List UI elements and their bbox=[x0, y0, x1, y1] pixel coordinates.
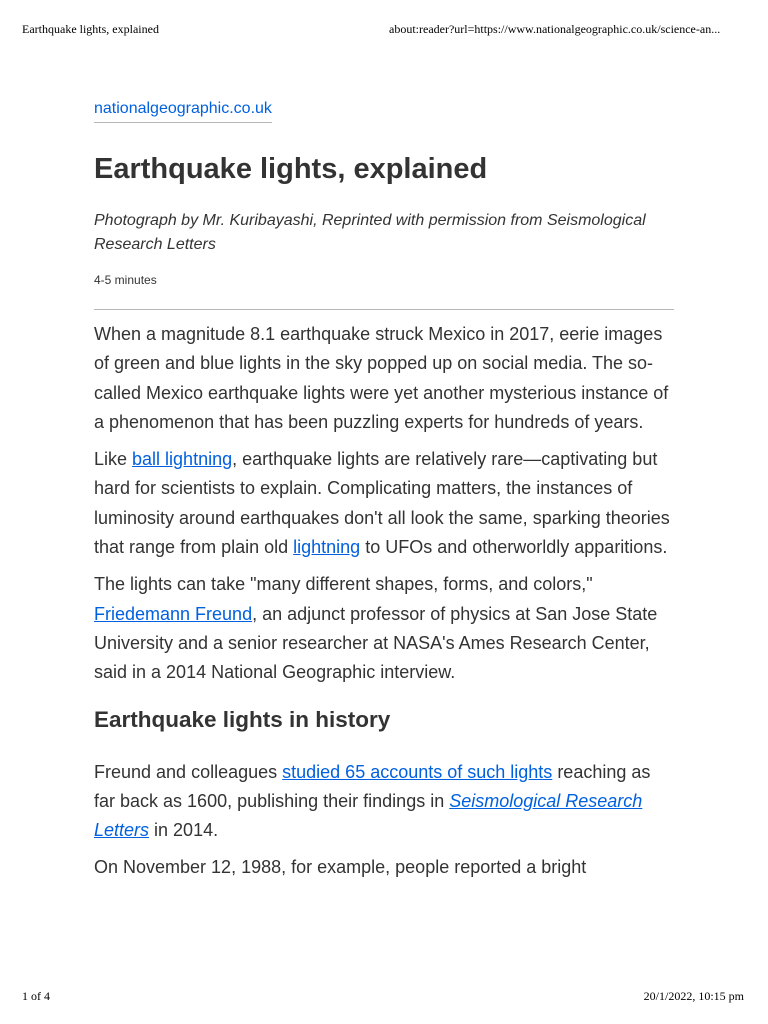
seismological-research-letters-link[interactable]: Seismological Research Letters bbox=[94, 790, 643, 841]
print-header-url: about:reader?url=https://www.nationalgeographic.co.uk/science-an... bbox=[389, 22, 721, 36]
article-credits: Photograph by Mr. Kuribayashi, Reprinted with permission from Seismological Research Letters bbox=[94, 212, 646, 253]
source-domain-link[interactable]: nationalgeographic.co.uk bbox=[94, 100, 272, 123]
studied-accounts-link[interactable]: studied 65 accounts of such lights bbox=[282, 761, 553, 782]
paragraph-2-text-3: to UFOs and otherworldly apparitions. bbox=[360, 537, 668, 558]
article-title: Earthquake lights, explained bbox=[94, 153, 488, 185]
print-datetime: 20/1/2022, 10:15 pm bbox=[643, 989, 744, 1003]
paragraph-3-text-1: The lights can take "many different shapes, forms, and colors," bbox=[94, 574, 593, 595]
paragraph-2-text-2: , earthquake lights are relatively rare—captivating but hard for scientists to explain. Complicating matters, the instances of luminosity around earthquakes don't all look the same, sparking theories that range from plain old bbox=[94, 449, 670, 558]
lightning-link[interactable]: lightning bbox=[293, 537, 361, 558]
paragraph-4-text-2: reaching as far back as 1600, publishing their findings in bbox=[94, 761, 651, 811]
paragraph-4-text-3: in 2014. bbox=[149, 820, 219, 841]
paragraph-1: When a magnitude 8.1 earthquake struck Mexico in 2017, eerie images of green and blue lights in the sky popped up on social media. The so-called Mexico earthquake lights were yet another mysterious instance of a phenomenon that has been puzzling experts for hundreds of years. bbox=[94, 324, 669, 432]
section-heading-history: Earthquake lights in history bbox=[94, 706, 391, 732]
print-header-title: Earthquake lights, explained bbox=[22, 22, 159, 36]
paragraph-5: On November 12, 1988, for example, people reported a bright bbox=[94, 857, 587, 878]
paragraph-2 bbox=[94, 445, 674, 562]
friedemann-freund-link[interactable]: Friedemann Freund bbox=[94, 603, 253, 624]
paragraph-4 bbox=[94, 758, 674, 846]
reading-time: 4-5 minutes bbox=[94, 273, 157, 287]
paragraph-3-text-2: , an adjunct professor of physics at San Jose State University and a senior researcher at NASA's Ames Research Center, said in a 2014 National Geographic interview. bbox=[94, 603, 658, 683]
page-number: 1 of 4 bbox=[22, 989, 50, 1003]
reader-article bbox=[94, 100, 674, 891]
header-divider bbox=[94, 309, 674, 310]
paragraph-3 bbox=[94, 570, 674, 687]
ball-lightning-link[interactable]: ball lightning bbox=[132, 449, 233, 470]
paragraph-2-text-1: Like bbox=[94, 449, 133, 470]
paragraph-4-text-1: Freund and colleagues bbox=[94, 761, 283, 782]
